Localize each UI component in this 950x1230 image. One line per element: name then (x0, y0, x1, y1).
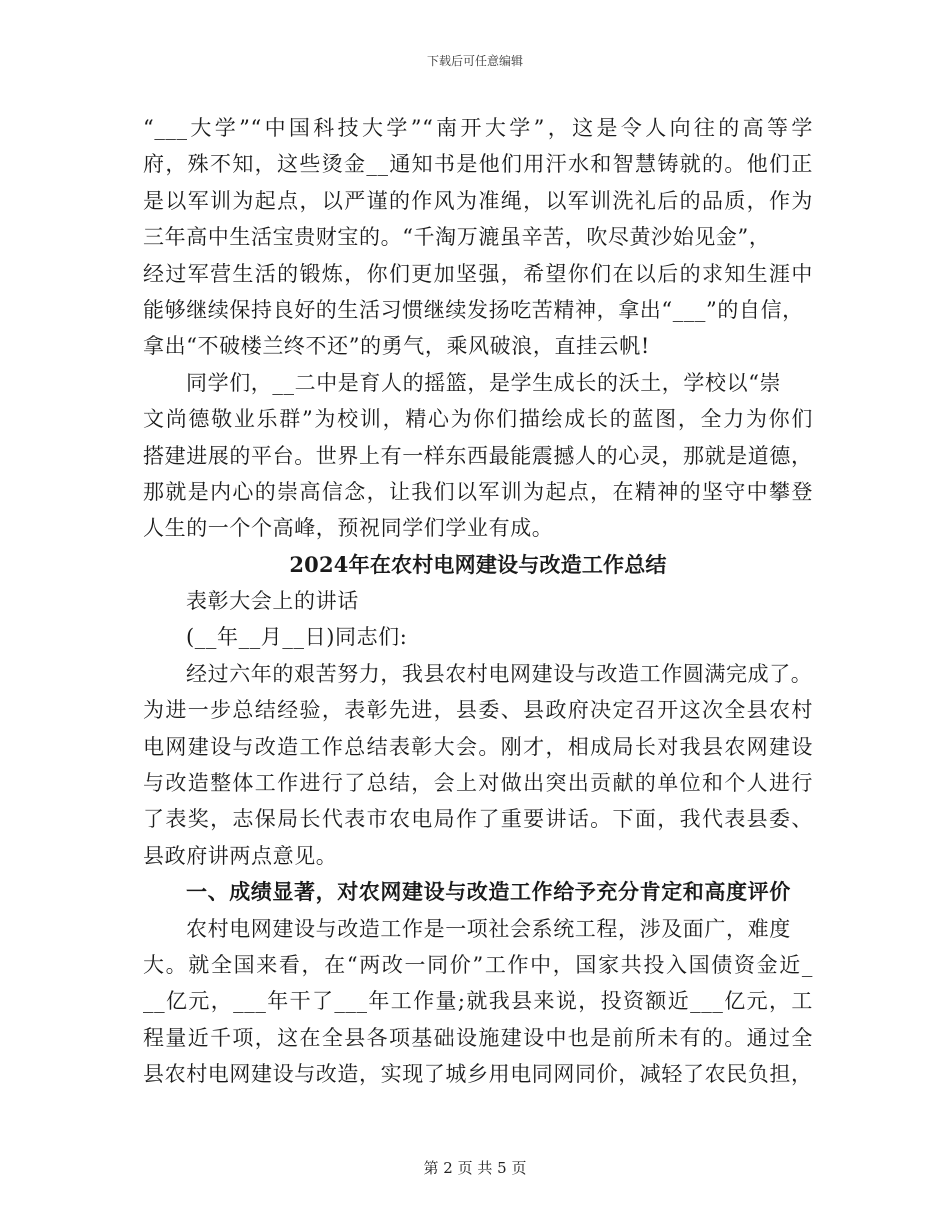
paragraph-line: 农村电网建设与改造工作是一项社会系统工程，涉及面广，难度 (186, 916, 791, 941)
paragraph-line: 与改造整体工作进行了总结，会上对做出突出贡献的单位和个人进行 (143, 771, 813, 796)
paragraph-line: 了表奖，志保局长代表市农电局作了重要讲话。下面，我代表县委、 (143, 807, 813, 832)
date-salutation-line: (__年__月__日)同志们: (186, 625, 408, 650)
paragraph-line: 搭建进展的平台。世界上有一样东西最能震撼人的心灵，那就是道德， (143, 443, 813, 468)
paragraph-line: 大。就全国来看，在“两改一同价”工作中，国家共投入国债资金近_ (143, 952, 813, 977)
page-header-note: 下载后可任意编辑 (426, 54, 523, 68)
paragraph-line: 程量近千项，这在全县各项基础设施建设中也是前所未有的。通过全 (143, 1025, 813, 1050)
paragraph-line: 同学们，__二中是育人的摇篮，是学生成长的沃土，学校以“崇 (186, 370, 782, 395)
subtitle-line: 表彰大会上的讲话 (186, 589, 359, 614)
paragraph-line: 文尚德敬业乐群”为校训，精心为你们描绘成长的蓝图，全力为你们 (143, 407, 813, 432)
paragraph-line: 为进一步总结经验，表彰先进，县委、县政府决定召开这次全县农村 (143, 698, 813, 723)
document-title: 2024年在农村电网建设与改造工作总结 (289, 551, 667, 577)
paragraph-line: “___大学”“中国科技大学”“南开大学”，这是令人向往的高等学 (143, 116, 813, 140)
paragraph-line: 经过军营生活的锻炼，你们更加坚强，希望你们在以后的求知生涯中 (143, 261, 813, 286)
paragraph-line: __亿元，___年干了___年工作量;就我县来说，投资额近___亿元，工 (143, 989, 813, 1014)
paragraph-line: 县农村电网建设与改造，实现了城乡用电同网同价，减轻了农民负担， (143, 1062, 813, 1087)
paragraph-line: 是以军训为起点，以严谨的作风为准绳，以军训洗礼后的品质，作为 (143, 188, 813, 213)
paragraph-line: 三年高中生活宝贵财宝的。“千淘万漉虽辛苦，吹尽黄沙始见金”， (143, 225, 771, 250)
paragraph-line: 府，殊不知，这些烫金__通知书是他们用汗水和智慧铸就的。他们正 (143, 152, 813, 177)
paragraph-line: 拿出“不破楼兰终不还”的勇气，乘风破浪，直挂云帆! (143, 334, 650, 359)
section-heading: 一、成绩显著，对农网建设与改造工作给予充分肯定和高度评价 (186, 879, 791, 905)
paragraph-line: 能够继续保持良好的生活习惯继续发扬吃苦精神，拿出“___”的自信， (143, 297, 804, 322)
page-number-footer: 第 2 页 共 5 页 (423, 1159, 527, 1177)
paragraph-line: 电网建设与改造工作总结表彰大会。刚才，相成局长对我县农网建设 (143, 734, 813, 759)
paragraph-line: 县政府讲两点意见。 (143, 843, 338, 868)
paragraph-line: 那就是内心的崇高信念，让我们以军训为起点，在精神的坚守中攀登 (143, 479, 813, 504)
paragraph-line: 经过六年的艰苦努力，我县农村电网建设与改造工作圆满完成了。 (186, 661, 813, 686)
paragraph-line: 人生的一个个高峰，预祝同学们学业有成。 (143, 516, 554, 541)
document-body (143, 110, 813, 1093)
